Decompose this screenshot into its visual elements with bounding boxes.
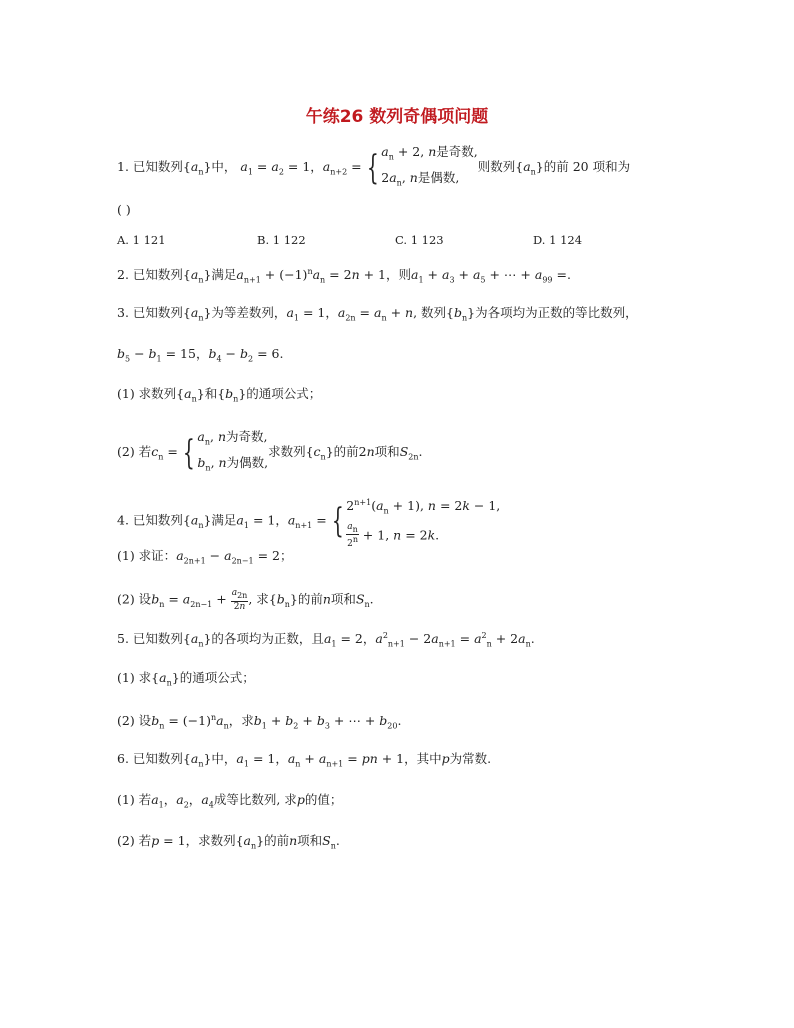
question-2: 2. 已知数列$\{a_n\}$满足$a_{n+1} + (-1)^na_n = 2n + 1$，则$a_1 + a_3 + a_5$ + ⋯ + $a_{99}$ =. bbox=[117, 267, 571, 285]
q5-part-1: (1) 求$\{a_n\}$的通项公式； bbox=[117, 670, 255, 688]
q6-part-2: (2) 若p = 1，求数列$\{a_n\}$的前n项和$S_n$. bbox=[117, 833, 340, 851]
page-title: 午练26 数列奇偶项问题 bbox=[305, 107, 489, 127]
q5-part-2: (2) 设$b_n = (-1)^na_n$，求$b_1 + b_2 + b_3$ + ⋯ + $b_{20}$. bbox=[117, 713, 402, 731]
cases-brace: { bbox=[366, 147, 379, 188]
choice-c: C. 1 123 bbox=[395, 233, 444, 247]
q1-cases: $a_n + 2$, n是奇数, $2a_n$, n是偶数, bbox=[381, 144, 478, 187]
question-6: 6. 已知数列$\{a_n\}$中，$a_1 = 1$，$a_n + a_{n+1}$ = pn + 1，其中p为常数. bbox=[117, 751, 492, 769]
q3-part-2: (2) 若$c_n$ = { $a_n$, n为奇数, $b_n$, n为偶数, 求数列$\{c_n\}$的前2n项和$S_{2n}$. bbox=[117, 427, 423, 478]
q6-part-1: (1) 若$a_1$，$a_2$，$a_4$成等比数列, 求p的值； bbox=[117, 792, 343, 810]
choice-b: B. 1 122 bbox=[257, 233, 306, 247]
q3-conditions: $b_5 - b_1 = 15$，$b_4 - b_2 = 6$. bbox=[117, 346, 284, 364]
question-1: 1. 已知数列$\{a_n\}$中， $a_1 = a_2 = 1$，$a_{n+2}$ = { $a_n + 2$, n是奇数, $2a_n$, n是偶数, 则数列$\{a_n\}$的前 20 项和为 bbox=[117, 142, 630, 193]
question-5: 5. 已知数列$\{a_n\}$的各项均为正数，且$a_1 = 2$，$a^2_{n+1} - 2a_{n+1} = a^2_n + 2a_n$. bbox=[117, 631, 535, 649]
question-4: 4. 已知数列$\{a_n\}$满足$a_1 = 1$，$a_{n+1}$ = { $2^{n+1}(a_n + 1)$, n = 2k − 1, $\frac{a_n}{2^n}$ + 1, n = 2k. bbox=[117, 493, 500, 549]
q4-part-1: (1) 求证：$a_{2n+1} - a_{2n-1} = 2$； bbox=[117, 548, 293, 566]
choice-a: A. 1 121 bbox=[117, 233, 166, 247]
q4-cases: $2^{n+1}(a_n + 1)$, n = 2k − 1, $\frac{a_n}{2^n}$ + 1, n = 2k. bbox=[346, 498, 501, 550]
choice-d: D. 1 124 bbox=[533, 233, 583, 247]
q3-cases: $a_n$, n为奇数, $b_n$, n为偶数, bbox=[197, 429, 269, 472]
q1-paren: ( ) bbox=[117, 202, 131, 217]
question-3: 3. 已知数列$\{a_n\}$为等差数列，$a_1 = 1$，$a_{2n} = a_n + n$, 数列$\{b_n\}$为各项均为正数的等比数列， bbox=[117, 305, 638, 323]
q3-part-1: (1) 求数列$\{a_n\}$和$\{b_n\}$的通项公式； bbox=[117, 386, 322, 404]
q4-part-2: (2) 设$b_n = a_{2n-1}$ + $\frac{a_{2n}}{2n}$ , 求$\{b_n\}$的前n项和$S_n$. bbox=[117, 588, 374, 612]
